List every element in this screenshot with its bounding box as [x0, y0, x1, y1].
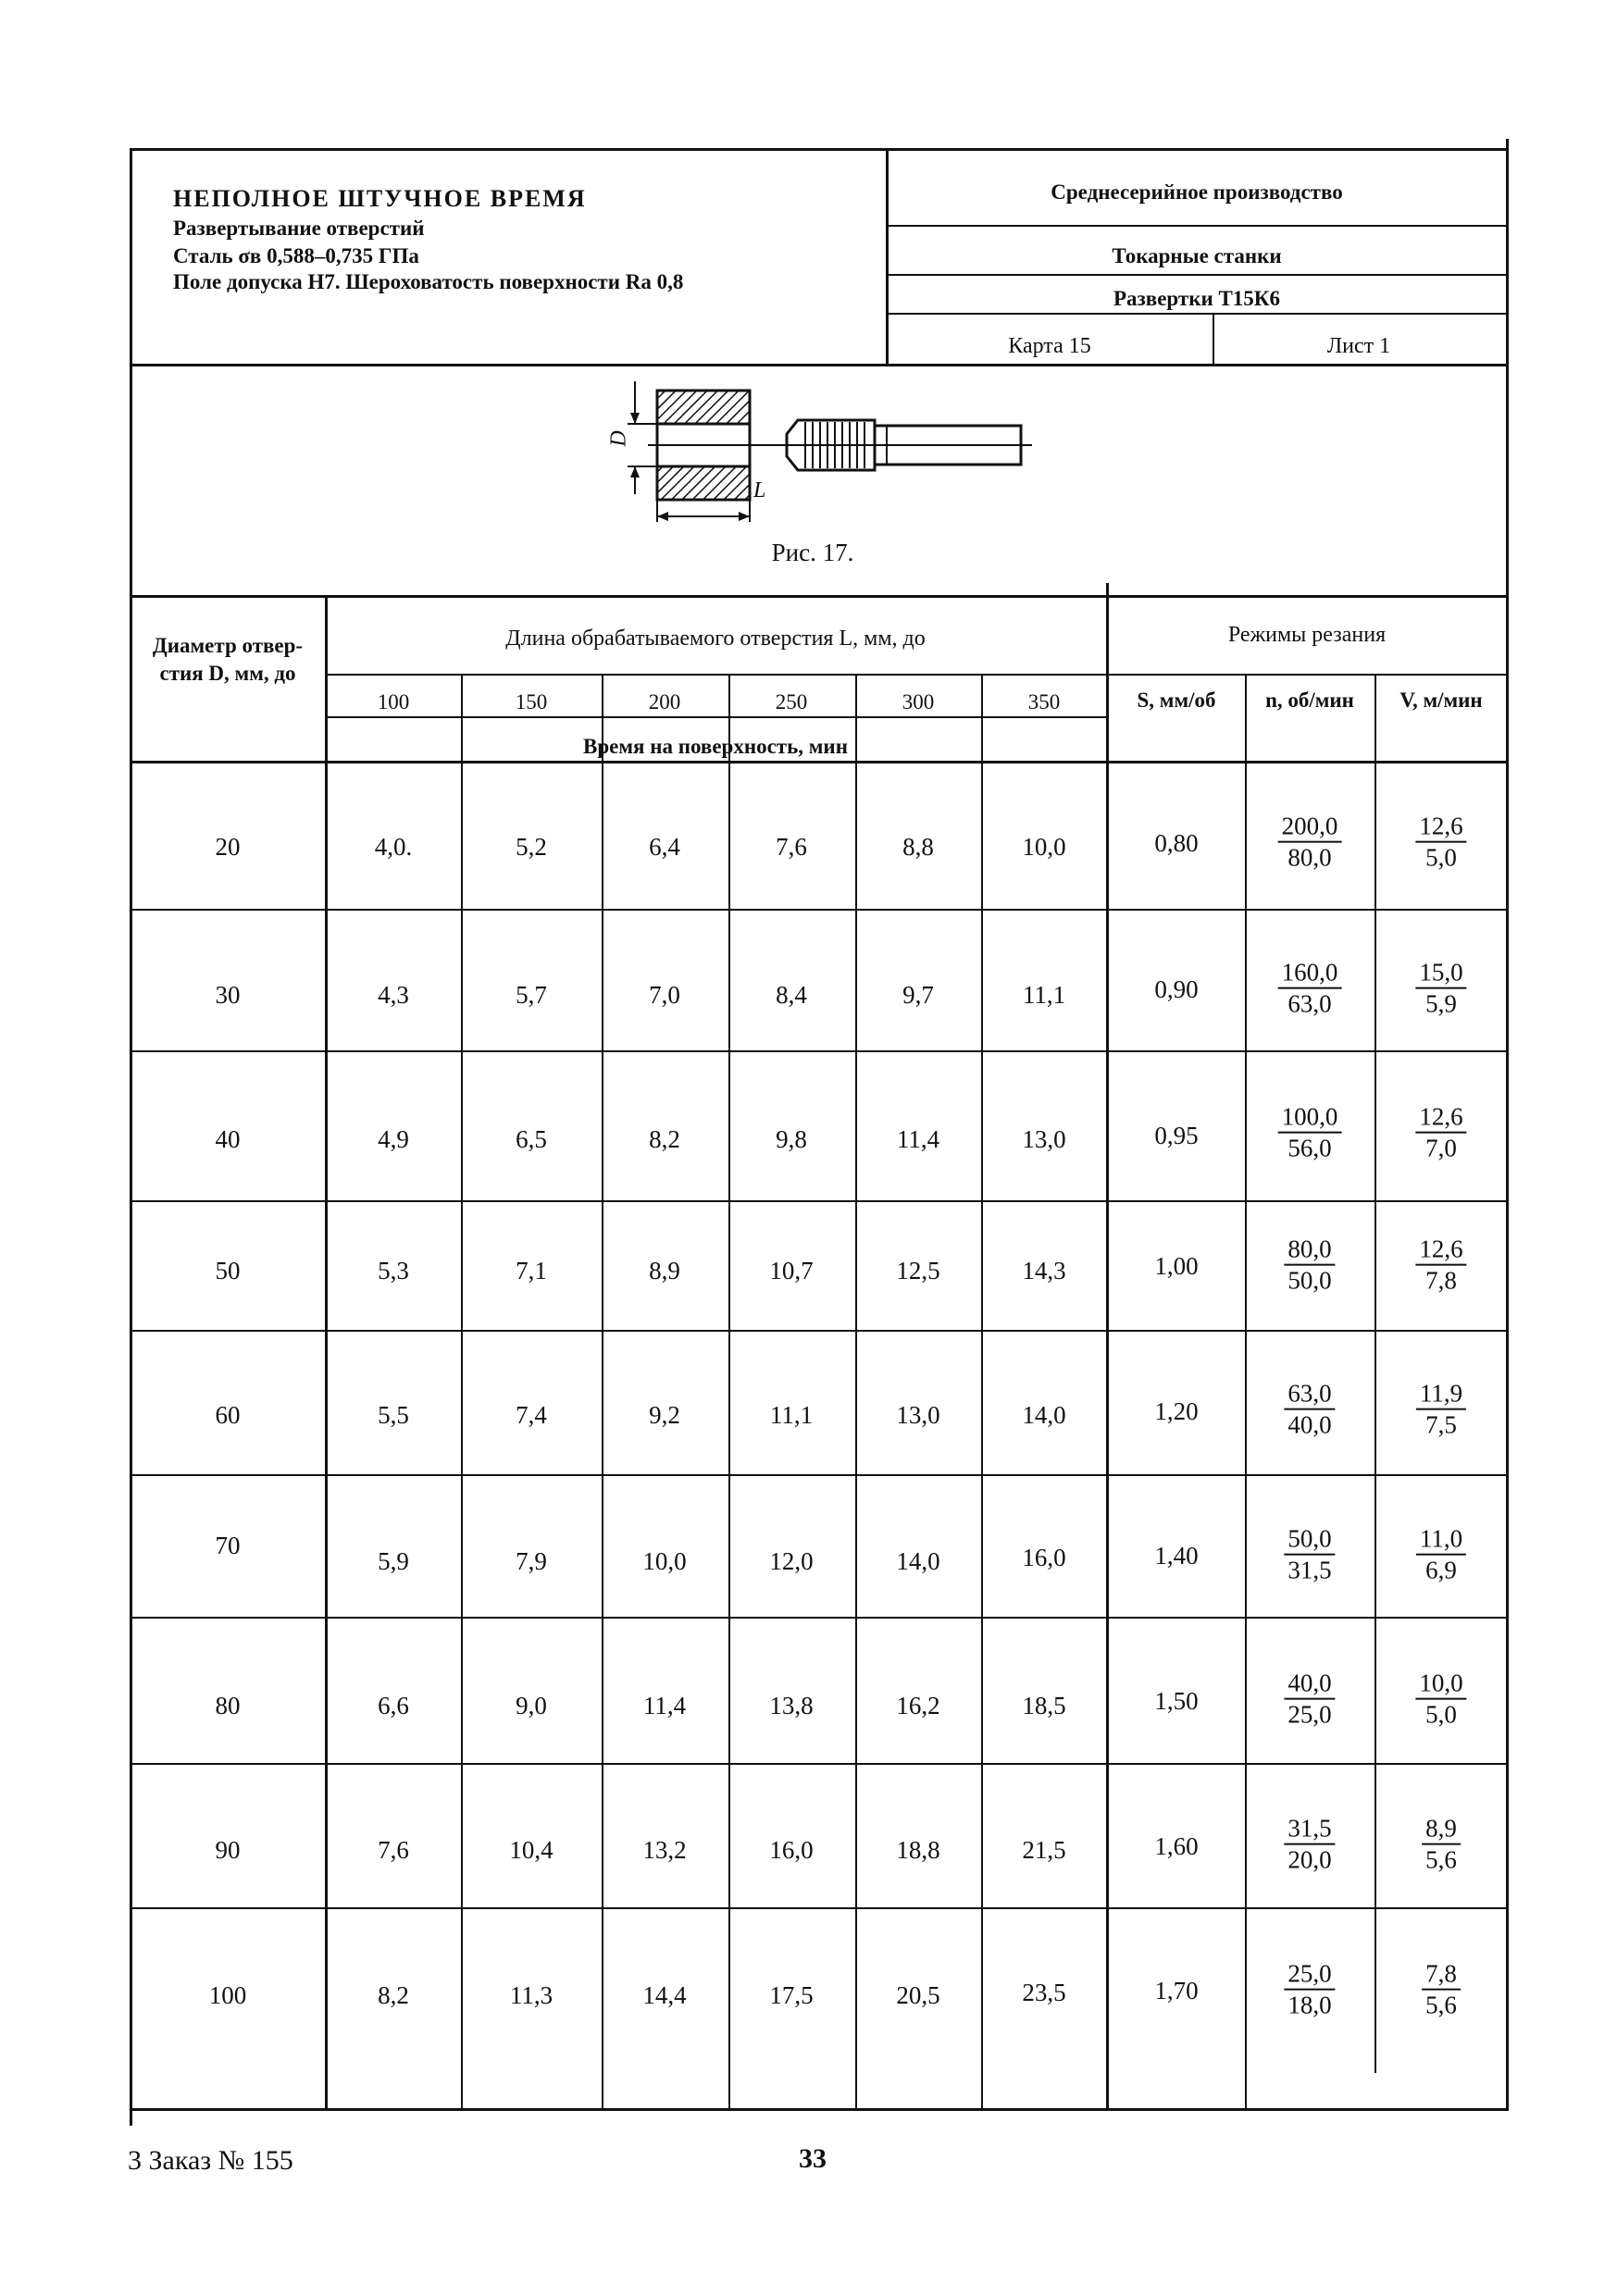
- cell-diameter: 40: [215, 1125, 241, 1153]
- table-hline-row: [130, 1474, 1509, 1476]
- velocity-numerator: 7,8: [1422, 1961, 1461, 1991]
- cell-time: 7,4: [516, 1401, 547, 1429]
- material-text: Сталь σв 0,588–0,735 ГПа: [173, 244, 419, 267]
- col-header-n: n, об/мин: [1265, 689, 1354, 712]
- cell-velocity-fraction: [1415, 1236, 1466, 1295]
- cell-time: 14,3: [1022, 1257, 1066, 1285]
- cell-time: 7,1: [516, 1257, 547, 1285]
- table-hline-row: [130, 1617, 1509, 1619]
- table-vline-250: [728, 676, 730, 2110]
- cell-speed-fraction: [1278, 813, 1342, 872]
- col-header-diameter: Диаметр отвер- стия D, мм, до: [152, 634, 304, 685]
- table-hline-lengths: [325, 716, 1108, 718]
- cell-velocity-fraction: [1415, 960, 1466, 1018]
- time-subheader: Время на поверхность, мин: [583, 735, 848, 758]
- speed-denominator: 40,0: [1287, 1411, 1332, 1439]
- velocity-denominator: 5,6: [1425, 1846, 1457, 1874]
- cell-time: 8,8: [902, 833, 934, 861]
- cell-feed: 1,20: [1154, 1397, 1199, 1425]
- cell-speed-fraction: [1278, 1104, 1342, 1162]
- frame-top-line: [130, 148, 1509, 151]
- cell-time: 4,9: [378, 1125, 409, 1153]
- cell-speed-fraction: [1284, 1526, 1335, 1584]
- cell-time: 11,4: [896, 1125, 940, 1153]
- table-vline-v: [1374, 676, 1376, 2073]
- cell-time: 8,9: [649, 1257, 680, 1285]
- page-number: 33: [799, 2143, 827, 2174]
- header-line-1: [886, 225, 1509, 227]
- speed-numerator: 50,0: [1284, 1526, 1335, 1556]
- cell-time: 18,8: [896, 1836, 940, 1864]
- speed-denominator: 18,0: [1287, 1992, 1332, 2019]
- col-header-modes-group: Режимы резания: [1227, 623, 1387, 647]
- cell-time: 5,9: [378, 1547, 409, 1575]
- cell-time: 8,2: [649, 1125, 680, 1153]
- cell-time: 7,6: [776, 833, 807, 861]
- card-number: Карта 15: [1008, 334, 1091, 358]
- cell-feed: 1,70: [1154, 1977, 1199, 2004]
- table-vline-diameter: [325, 595, 328, 2110]
- cell-time: 16,2: [896, 1692, 940, 1719]
- cell-time: 4,0.: [374, 833, 413, 861]
- col-header-length-group: Длина обрабатываемого отверстия L, мм, до: [505, 627, 926, 651]
- cell-time: 23,5: [1022, 1979, 1066, 2006]
- speed-denominator: 25,0: [1287, 1701, 1332, 1729]
- figure-caption: Рис. 17.: [771, 539, 854, 566]
- cell-time: 9,7: [902, 981, 934, 1009]
- cell-time: 14,0: [1022, 1401, 1066, 1429]
- operation-text: Развертывание отверстий: [173, 217, 425, 240]
- production-text: Среднесерийное производство: [1051, 180, 1343, 204]
- velocity-numerator: 10,0: [1415, 1670, 1466, 1700]
- velocity-numerator: 12,6: [1415, 1236, 1466, 1266]
- cell-time: 11,3: [509, 1981, 554, 2009]
- header-divider-vertical: [886, 148, 889, 366]
- cell-feed: 1,50: [1154, 1687, 1199, 1715]
- velocity-numerator: 12,6: [1415, 813, 1466, 843]
- speed-denominator: 50,0: [1287, 1267, 1332, 1295]
- machines-text: Токарные станки: [1112, 244, 1282, 267]
- header-line-3: [886, 313, 1509, 315]
- cell-time: 5,7: [516, 981, 547, 1009]
- cell-time: 20,5: [896, 1981, 940, 2009]
- cell-time: 5,2: [516, 833, 547, 861]
- cell-time: 8,4: [776, 981, 807, 1009]
- velocity-denominator: 7,8: [1425, 1267, 1457, 1295]
- cell-feed: 0,90: [1154, 975, 1199, 1003]
- speed-numerator: 25,0: [1284, 1961, 1335, 1991]
- cell-velocity-fraction: [1422, 1961, 1461, 2019]
- table-hline-row: [130, 1330, 1509, 1332]
- cell-time: 5,5: [378, 1401, 409, 1429]
- cell-velocity-fraction: [1415, 1104, 1466, 1162]
- tolerance-text: Поле допуска Н7. Шероховатость поверхности Ra 0,8: [173, 270, 684, 293]
- speed-numerator: 31,5: [1284, 1816, 1335, 1845]
- velocity-numerator: 11,9: [1416, 1381, 1466, 1410]
- length-header-200: 200: [648, 690, 681, 714]
- length-header-300: 300: [902, 690, 935, 714]
- cell-time: 6,5: [516, 1125, 547, 1153]
- cell-time: 17,5: [769, 1981, 814, 2009]
- cell-speed-fraction: [1284, 1816, 1335, 1874]
- length-header-150: 150: [515, 690, 548, 714]
- cell-time: 7,9: [516, 1547, 547, 1575]
- table-hline-row: [130, 1763, 1509, 1765]
- cell-time: 10,7: [769, 1257, 814, 1285]
- cell-time: 9,2: [649, 1401, 680, 1429]
- velocity-numerator: 11,0: [1416, 1526, 1466, 1556]
- cell-feed: 0,95: [1154, 1122, 1199, 1149]
- cell-time: 9,0: [516, 1692, 547, 1719]
- cell-speed-fraction: [1278, 960, 1342, 1018]
- cell-time: 10,4: [509, 1836, 554, 1864]
- velocity-denominator: 5,9: [1425, 990, 1457, 1018]
- cell-speed-fraction: [1284, 1670, 1335, 1729]
- cell-time: 13,0: [896, 1401, 940, 1429]
- figure-label-d: D: [606, 430, 631, 447]
- col-header-s: S, мм/об: [1137, 689, 1216, 712]
- footer-order: 3 Заказ № 155: [128, 2145, 293, 2176]
- cell-time: 10,0: [642, 1547, 687, 1575]
- cell-feed: 1,00: [1154, 1252, 1199, 1280]
- cell-velocity-fraction: [1416, 1526, 1466, 1584]
- header-bottom-line: [130, 364, 1509, 366]
- cell-time: 11,1: [769, 1401, 814, 1429]
- cell-time: 11,4: [642, 1692, 687, 1719]
- velocity-denominator: 5,6: [1425, 1992, 1457, 2019]
- speed-numerator: 200,0: [1278, 813, 1342, 843]
- header-card-divider: [1213, 313, 1214, 366]
- cell-time: 7,6: [378, 1836, 409, 1864]
- velocity-denominator: 5,0: [1425, 844, 1457, 872]
- length-header-100: 100: [377, 690, 410, 714]
- col-header-v: V, м/мин: [1399, 689, 1483, 712]
- bushing-bottom-section: [657, 466, 750, 500]
- cell-feed: 1,40: [1154, 1542, 1199, 1570]
- velocity-numerator: 15,0: [1415, 960, 1466, 989]
- table-hline-row: [130, 1200, 1509, 1202]
- table-hline-row: [130, 1050, 1509, 1052]
- table-hline-bottom: [130, 2108, 1509, 2111]
- speed-numerator: 40,0: [1284, 1670, 1335, 1700]
- doc-title: НЕПОЛНОЕ ШТУЧНОЕ ВРЕМЯ: [173, 185, 587, 212]
- length-header-350: 350: [1027, 690, 1061, 714]
- length-header-250: 250: [775, 690, 808, 714]
- cell-speed-fraction: [1284, 1381, 1335, 1439]
- cell-time: 5,3: [378, 1257, 409, 1285]
- cell-speed-fraction: [1284, 1961, 1335, 2019]
- cell-velocity-fraction: [1416, 1381, 1466, 1439]
- cell-time: 4,3: [378, 981, 409, 1009]
- table-hline-row: [130, 1907, 1509, 1909]
- speed-numerator: 100,0: [1278, 1104, 1342, 1134]
- cell-time: 18,5: [1022, 1692, 1066, 1719]
- cell-diameter: 80: [215, 1692, 241, 1719]
- cell-velocity-fraction: [1415, 813, 1466, 872]
- table-hline-row: [130, 909, 1509, 911]
- cell-time: 12,0: [769, 1547, 814, 1575]
- figure-bottom-line: [130, 595, 1509, 598]
- cell-time: 10,0: [1022, 833, 1066, 861]
- cell-time: 9,8: [776, 1125, 807, 1153]
- velocity-numerator: 8,9: [1422, 1816, 1461, 1845]
- velocity-denominator: 7,5: [1425, 1411, 1457, 1439]
- cell-time: 13,8: [769, 1692, 814, 1719]
- speed-numerator: 80,0: [1284, 1236, 1335, 1266]
- cell-diameter: 60: [215, 1401, 241, 1429]
- speed-numerator: 63,0: [1284, 1381, 1335, 1410]
- velocity-denominator: 5,0: [1425, 1701, 1457, 1729]
- cell-feed: 0,80: [1154, 829, 1199, 857]
- table-vline-150: [461, 676, 463, 2110]
- cell-velocity-fraction: [1422, 1816, 1461, 1874]
- cell-diameter: 90: [215, 1836, 241, 1864]
- table-vline-modes: [1106, 583, 1109, 2110]
- speed-denominator: 80,0: [1287, 844, 1332, 872]
- cell-feed: 1,60: [1154, 1832, 1199, 1860]
- cell-time: 14,4: [642, 1981, 687, 2009]
- cell-time: 13,2: [642, 1836, 687, 1864]
- cell-time: 6,4: [649, 833, 680, 861]
- cell-time: 12,5: [896, 1257, 940, 1285]
- cell-diameter: 20: [215, 833, 241, 861]
- cell-diameter: 70: [215, 1532, 241, 1559]
- velocity-denominator: 6,9: [1425, 1557, 1457, 1584]
- cell-velocity-fraction: [1415, 1670, 1466, 1729]
- cell-time: 13,0: [1022, 1125, 1066, 1153]
- cell-diameter: 100: [208, 1981, 247, 2009]
- header-line-2: [886, 274, 1509, 276]
- cell-time: 11,1: [1022, 981, 1066, 1009]
- table-vline-350: [981, 676, 983, 2110]
- bushing-top-section: [657, 391, 750, 424]
- velocity-numerator: 12,6: [1415, 1104, 1466, 1134]
- cell-time: 8,2: [378, 1981, 409, 2009]
- reamer-drawing: [611, 381, 1046, 529]
- cell-speed-fraction: [1284, 1236, 1335, 1295]
- cell-time: 7,0: [649, 981, 680, 1009]
- figure-label-l: L: [753, 478, 766, 503]
- frame-right-line: [1506, 139, 1509, 2110]
- cell-time: 21,5: [1022, 1836, 1066, 1864]
- tool-text: Развертки Т15К6: [1113, 287, 1280, 310]
- table-hline-header-bottom: [130, 761, 1509, 763]
- cell-diameter: 50: [215, 1257, 241, 1285]
- speed-denominator: 31,5: [1287, 1557, 1332, 1584]
- sheet-number: Лист 1: [1326, 334, 1391, 358]
- frame-left-line: [130, 148, 132, 2126]
- cell-time: 16,0: [769, 1836, 814, 1864]
- velocity-denominator: 7,0: [1425, 1135, 1457, 1162]
- cell-time: 14,0: [896, 1547, 940, 1575]
- table-vline-n: [1245, 676, 1247, 2110]
- table-vline-300: [855, 676, 857, 2110]
- table-hline-subheader: [325, 674, 1509, 676]
- speed-numerator: 160,0: [1278, 960, 1342, 989]
- table-vline-200: [602, 676, 603, 2110]
- speed-denominator: 56,0: [1287, 1135, 1332, 1162]
- cell-diameter: 30: [215, 981, 241, 1009]
- cell-time: 6,6: [378, 1692, 409, 1719]
- speed-denominator: 63,0: [1287, 990, 1332, 1018]
- cell-time: 16,0: [1022, 1544, 1066, 1571]
- speed-denominator: 20,0: [1287, 1846, 1332, 1874]
